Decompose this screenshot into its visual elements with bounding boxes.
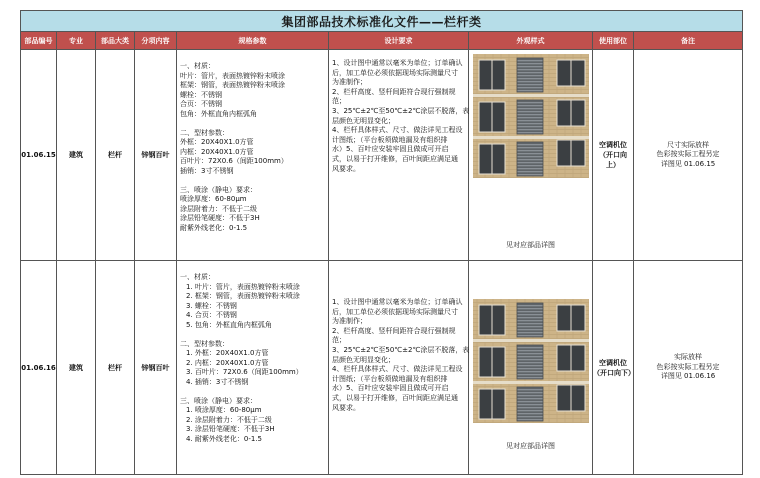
standards-table: [20, 10, 743, 475]
requirement-line: 4、栏杆具体样式、尺寸、做法详见工程设: [332, 365, 463, 374]
appearance-cell: [469, 50, 593, 261]
spec-line: 二、型材参数：: [180, 128, 229, 137]
spec-line: 合页：不锈钢: [180, 100, 222, 109]
spec-line: 4. 插销：3寸不锈钢: [186, 377, 249, 386]
category-cell: 栏杆: [96, 261, 135, 475]
requirement-line: 2、栏杆高度、竖杆间距符合现行强制规: [332, 326, 456, 335]
requirement-line: 计图纸；（平台板须做地漏及有组织排: [332, 135, 448, 144]
location-cell: [593, 50, 634, 261]
spec-line: 3. 百叶片：72X0.6（间距100mm）: [186, 368, 303, 377]
louver-photo: [473, 299, 589, 423]
requirement-line: 后，加工单位必须依据现场实际测量尺寸: [332, 68, 458, 77]
spec-line: 3. 涂层铅笔硬度：不低于3H: [186, 425, 275, 434]
spec-line: 1. 叶片：管片，表面热镀锌粉末喷涂: [186, 282, 300, 291]
requirement-line: 1、设计图中通常以毫米为单位；订单确认: [332, 298, 463, 306]
spec-line: 叶片：管片，表面热镀锌粉末喷涂: [180, 71, 285, 80]
part-code: 01.06.16: [21, 261, 57, 475]
location-line: 上）: [606, 161, 620, 169]
image-caption: 见对应部品详图: [506, 241, 555, 249]
spec-line: 百叶片：72X0.6（间距100mm）: [180, 157, 288, 166]
spec-line: 2. 内框：20X40X1.0方管: [186, 358, 269, 367]
requirement-line: 式，以易于打开维修，百叶间距应满足通: [332, 393, 458, 402]
spec-line: 2. 框架：钢管，表面热镀锌粉末喷涂: [186, 292, 300, 301]
requirement-line: 后，加工单位必须依据现场实际测量尺寸: [332, 307, 458, 316]
spec-line: 二、型材参数：: [180, 339, 229, 348]
spec-sheet: [20, 10, 742, 466]
part-code: 01.06.15: [21, 50, 57, 261]
spec-line: 2. 涂层附着力：不低于二级: [186, 415, 272, 424]
discipline-cell: 建筑: [57, 261, 96, 475]
page-title: 集团部品技术标准化文件——栏杆类: [21, 11, 743, 32]
spec-line: 3. 螺栓：不锈钢: [186, 301, 237, 310]
spec-line: 4. 合页：不锈钢: [186, 311, 237, 320]
header-spec: 规格参数: [177, 32, 329, 50]
notes-cell: [634, 261, 743, 475]
note-line: 尺寸实际放样: [667, 140, 710, 149]
requirement-line: 水）5、百叶应安装牢固且做成可开启: [332, 384, 449, 393]
note-line: 实际放样: [674, 353, 703, 362]
louver-photo: [473, 54, 589, 178]
header-category: 部品大类: [96, 32, 135, 50]
header-notes: 备注: [634, 32, 743, 50]
requirements-cell: [329, 50, 469, 261]
spec-line: 一、材质：: [180, 62, 215, 70]
requirement-line: 1、设计图中通常以毫米为单位；订单确认: [332, 59, 463, 67]
requirement-line: 式，以易于打开维修，百叶间距应满足通: [332, 154, 458, 163]
requirement-line: 层颜色无明显变化；: [332, 116, 395, 125]
requirement-line: 水）5、百叶应安装牢固且做成可开启: [332, 145, 449, 154]
requirement-line: 3、25℃±2℃至50℃±2℃涂层不脱落，表: [332, 106, 470, 115]
header-location: 使用部位: [593, 32, 634, 50]
requirement-line: 3、25℃±2℃至50℃±2℃涂层不脱落，表: [332, 345, 470, 354]
spec-line: 外框：20X40X1.0方管: [180, 138, 254, 147]
spec-line: 一、材质：: [180, 273, 215, 281]
discipline-cell: 建筑: [57, 50, 96, 261]
image-caption: 见对应部品详图: [506, 442, 555, 450]
header-code: 部品编号: [21, 32, 57, 50]
requirement-line: 为准制作；: [332, 78, 367, 87]
header-item: 分项内容: [135, 32, 177, 50]
spec-cell: [177, 50, 329, 261]
spec-line: 插销：3寸不锈钢: [180, 166, 234, 175]
header-requirements: 设计要求: [329, 32, 469, 50]
spec-line: 涂层附着力：不低于二级: [180, 204, 257, 213]
spec-line: 1. 喷涂厚度：60-80μm: [186, 406, 262, 415]
location-line: 空调机位: [599, 141, 627, 149]
spec-line: 三、喷涂（静电）要求：: [180, 185, 257, 194]
requirement-line: 计图纸；（平台板须做地漏及有组织排: [332, 374, 448, 383]
category-cell: 栏杆: [96, 50, 135, 261]
spec-line: 5. 包角：外框直角内框弧角: [186, 320, 272, 329]
spec-line: 内框：20X40X1.0方管: [180, 147, 254, 156]
requirement-line: 风要求。: [332, 164, 360, 173]
requirement-line: 为准制作；: [332, 317, 367, 326]
spec-line: 涂层铅笔硬度：不低于3H: [180, 214, 260, 223]
requirement-line: 范；: [332, 97, 346, 106]
table-row: [21, 261, 743, 475]
spec-line: 1. 外框：20X40X1.0方管: [186, 349, 269, 358]
requirements-cell: [329, 261, 469, 475]
spec-line: 耐紫外线老化：0-1.5: [180, 223, 248, 232]
requirement-line: 2、栏杆高度、竖杆间距符合现行强制规: [332, 87, 456, 96]
appearance-cell: [469, 261, 593, 475]
location-line: （开口向: [599, 151, 627, 159]
requirement-line: 风要求。: [332, 403, 360, 412]
note-line: 色彩按实际工程另定: [656, 150, 720, 159]
item-cell: 锌钢百叶: [135, 50, 177, 261]
spec-cell: [177, 261, 329, 475]
requirement-line: 范；: [332, 336, 346, 345]
location-cell: [593, 261, 634, 475]
spec-line: 螺栓：不锈钢: [180, 90, 222, 99]
location-line: 空调机位: [599, 358, 627, 367]
note-line: 详图见 01.06.15: [660, 159, 716, 168]
requirement-line: 4、栏杆具体样式、尺寸、做法详见工程设: [332, 126, 463, 135]
notes-cell: [634, 50, 743, 261]
location-line: （开口向下）: [593, 368, 635, 377]
spec-line: 框架：钢管，表面热镀锌粉末喷涂: [180, 81, 285, 90]
requirement-line: 层颜色无明显变化；: [332, 355, 395, 364]
header-appearance: 外观样式: [469, 32, 593, 50]
item-cell: 锌钢百叶: [135, 261, 177, 475]
table-row: [21, 50, 743, 261]
spec-line: 喷涂厚度：60-80μm: [180, 195, 247, 204]
spec-line: 4. 耐紫外线老化：0-1.5: [186, 434, 263, 443]
spec-line: 三、喷涂（静电）要求：: [180, 396, 257, 405]
header-discipline: 专业: [57, 32, 96, 50]
note-line: 详图见 01.06.16: [660, 372, 716, 381]
spec-line: 包角：外框直角内框弧角: [180, 109, 257, 118]
note-line: 色彩按实际工程另定: [656, 362, 720, 371]
